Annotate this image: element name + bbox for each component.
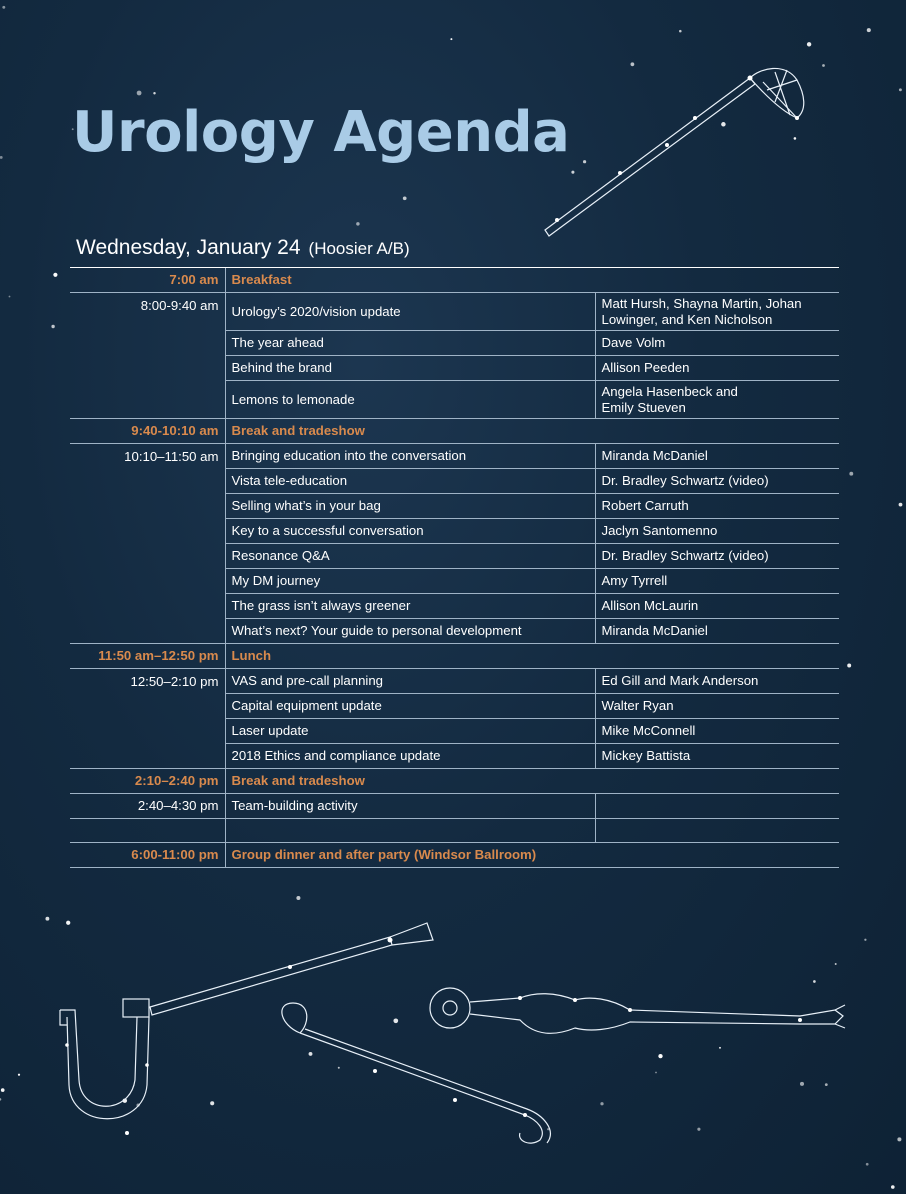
- time-cell: 2:40–4:30 pm: [70, 794, 225, 819]
- star: [825, 1083, 828, 1086]
- session-title: What’s next? Your guide to personal development: [225, 619, 595, 644]
- speaker-name: Allison McLaurin: [595, 594, 839, 619]
- scope-constellation: [425, 980, 855, 1050]
- star: [847, 664, 851, 668]
- star: [822, 64, 825, 67]
- agenda-row: [70, 669, 839, 694]
- speaker-name: Walter Ryan: [595, 694, 839, 719]
- session-title: Lemons to lemonade: [225, 381, 595, 419]
- event-label: Breakfast: [225, 268, 839, 293]
- time-cell: [70, 819, 225, 843]
- agenda-table: [70, 268, 839, 868]
- star: [153, 92, 155, 94]
- star: [899, 88, 902, 91]
- star: [807, 42, 811, 46]
- session-title: Team-building activity: [225, 794, 595, 819]
- session-title: Key to a successful conversation: [225, 519, 595, 544]
- agenda-row-break: [70, 769, 839, 794]
- star: [849, 472, 853, 476]
- star: [45, 917, 49, 921]
- agenda-row-break: [70, 419, 839, 444]
- speaker-name: Mickey Battista: [595, 744, 839, 769]
- speaker-name: Miranda McDaniel: [595, 619, 839, 644]
- speaker-name: Angela Hasenbeck and Emily Stueven: [595, 381, 839, 419]
- star: [356, 222, 359, 225]
- star: [296, 896, 300, 900]
- session-title: My DM journey: [225, 569, 595, 594]
- star: [679, 30, 682, 33]
- event-label: Lunch: [225, 644, 839, 669]
- time-cell: 11:50 am–12:50 pm: [70, 644, 225, 669]
- star: [864, 939, 866, 941]
- speaker-name: Ed Gill and Mark Anderson: [595, 669, 839, 694]
- star: [891, 1185, 895, 1189]
- time-cell: 7:00 am: [70, 268, 225, 293]
- agenda-row-empty: [70, 819, 839, 843]
- star: [867, 28, 871, 32]
- time-cell: 8:00-9:40 am: [70, 293, 225, 419]
- session-title: Resonance Q&A: [225, 544, 595, 569]
- speaker-name: Matt Hursh, Shayna Martin, Johan Lowinger, and Ken Nicholson: [595, 293, 839, 331]
- speaker-name: Jaclyn Santomenno: [595, 519, 839, 544]
- agenda-row-breakfast: [70, 268, 839, 293]
- star: [53, 273, 57, 277]
- time-cell: 2:10–2:40 pm: [70, 769, 225, 794]
- speaker-name: Dr. Bradley Schwartz (video): [595, 469, 839, 494]
- speaker-name: Dave Volm: [595, 331, 839, 356]
- star: [51, 325, 54, 328]
- star: [655, 1072, 657, 1074]
- time-cell: 10:10–11:50 am: [70, 444, 225, 644]
- speaker-name: Miranda McDaniel: [595, 444, 839, 469]
- agenda-row-teambuilding: [70, 794, 839, 819]
- star: [897, 1137, 901, 1141]
- loop-tool-constellation: [535, 60, 815, 245]
- agenda-row: [70, 444, 839, 469]
- session-title: Behind the brand: [225, 356, 595, 381]
- session-title: Urology’s 2020/vision update: [225, 293, 595, 331]
- session-title: 2018 Ethics and compliance update: [225, 744, 595, 769]
- agenda-row: [70, 293, 839, 331]
- star: [1, 1088, 5, 1092]
- speaker-name: [595, 819, 839, 843]
- star: [137, 91, 142, 96]
- session-title: The grass isn’t always greener: [225, 594, 595, 619]
- room-name: (Hoosier A/B): [308, 239, 410, 258]
- event-label: Break and tradeshow: [225, 769, 839, 794]
- star: [0, 156, 3, 159]
- star: [835, 963, 837, 965]
- speaker-name: Amy Tyrrell: [595, 569, 839, 594]
- page-title: Urology Agenda: [72, 100, 570, 165]
- speaker-name: Mike McConnell: [595, 719, 839, 744]
- speaker-name: Allison Peeden: [595, 356, 839, 381]
- star: [403, 196, 407, 200]
- star: [18, 1074, 20, 1076]
- session-title: Selling what’s in your bag: [225, 494, 595, 519]
- time-cell: 12:50–2:10 pm: [70, 669, 225, 769]
- star: [2, 6, 5, 9]
- event-label: Group dinner and after party (Windsor Ballroom): [225, 843, 839, 868]
- session-title: Capital equipment update: [225, 694, 595, 719]
- star: [450, 38, 452, 40]
- event-label: Break and tradeshow: [225, 419, 839, 444]
- session-title: The year ahead: [225, 331, 595, 356]
- star: [866, 1163, 869, 1166]
- star: [899, 503, 903, 507]
- session-title: Bringing education into the conversation: [225, 444, 595, 469]
- agenda-row-dinner: [70, 843, 839, 868]
- time-cell: 6:00-11:00 pm: [70, 843, 225, 868]
- speaker-name: Robert Carruth: [595, 494, 839, 519]
- time-cell: 9:40-10:10 am: [70, 419, 225, 444]
- agenda-row-lunch: [70, 644, 839, 669]
- speaker-name: Dr. Bradley Schwartz (video): [595, 544, 839, 569]
- star: [800, 1082, 804, 1086]
- star: [9, 296, 11, 298]
- day-heading: [76, 236, 410, 260]
- star: [600, 1102, 603, 1105]
- star: [0, 1098, 1, 1101]
- speaker-name: [595, 794, 839, 819]
- session-title: [225, 819, 595, 843]
- session-title: Vista tele-education: [225, 469, 595, 494]
- session-title: VAS and pre-call planning: [225, 669, 595, 694]
- star: [658, 1054, 662, 1058]
- day-date: Wednesday, January 24: [76, 236, 301, 259]
- session-title: Laser update: [225, 719, 595, 744]
- star: [697, 1128, 700, 1131]
